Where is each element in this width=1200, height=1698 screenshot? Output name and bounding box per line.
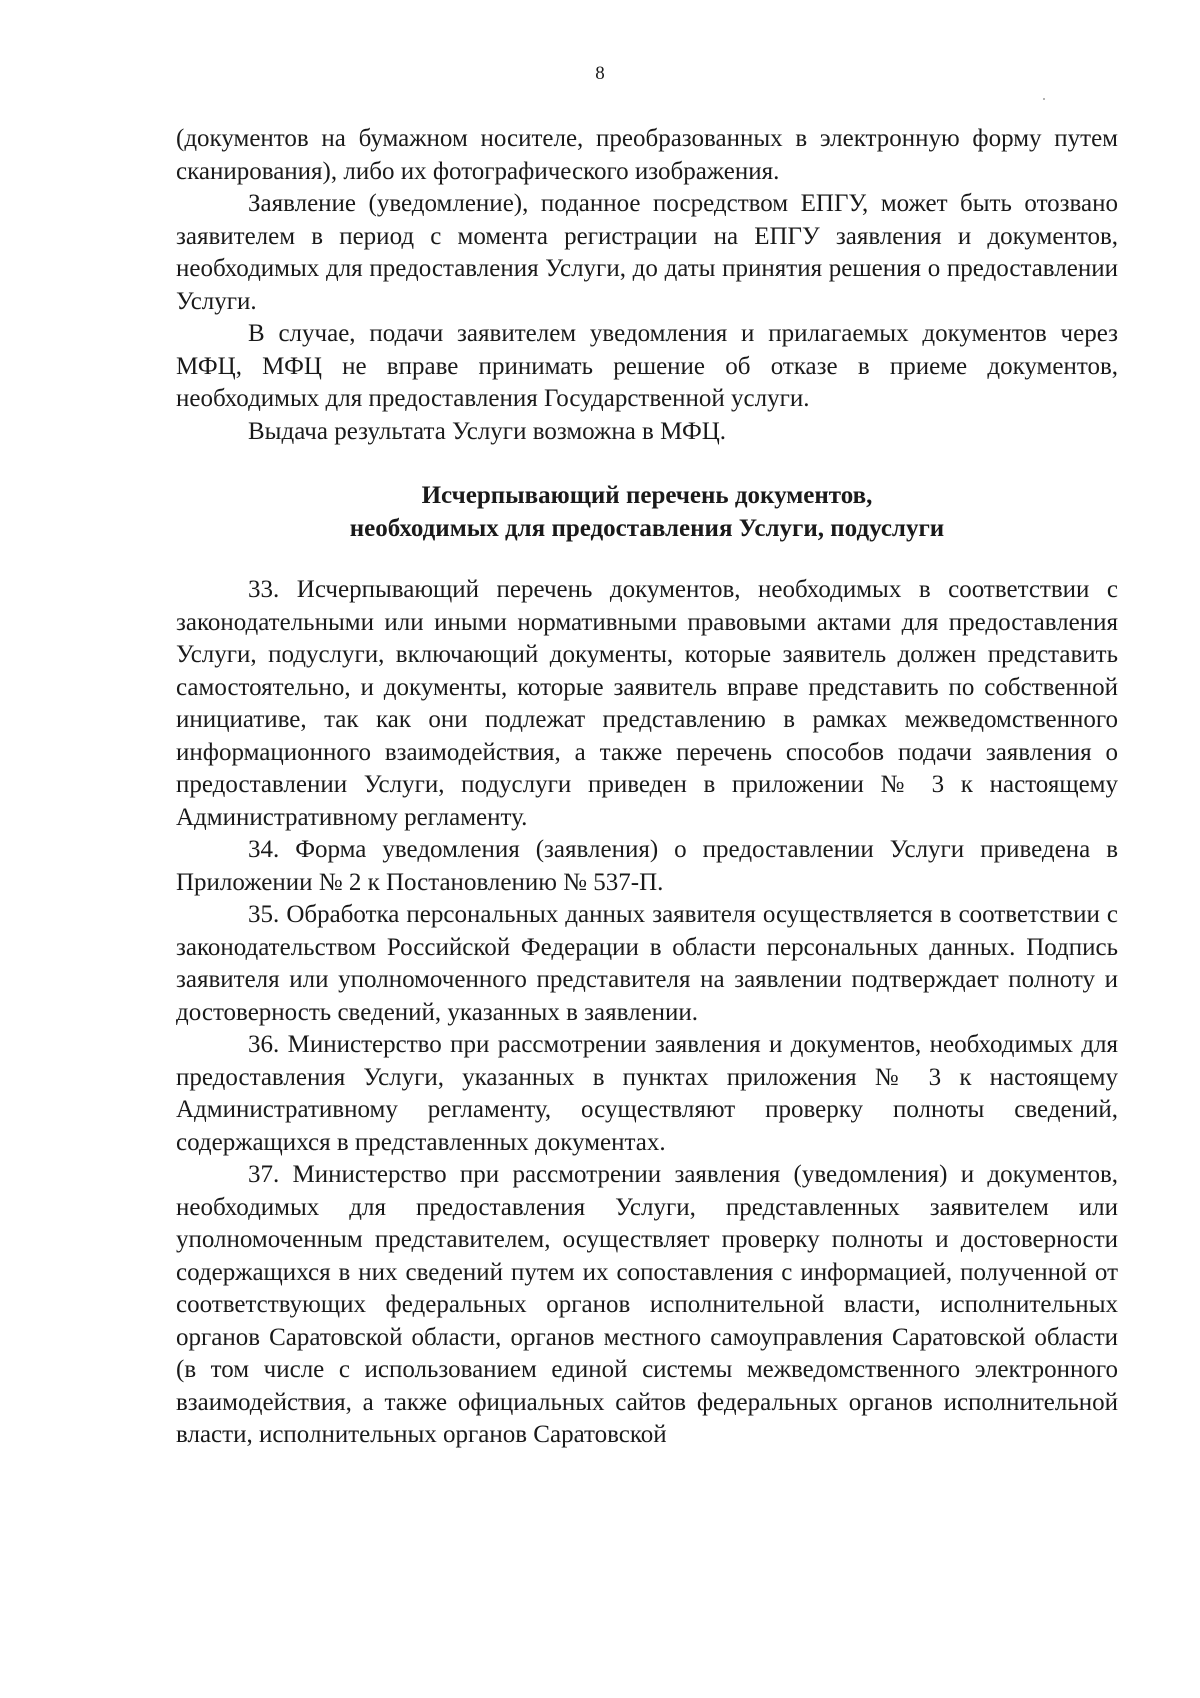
item-text: Форма уведомления (заявления) о предоставлении Услуги приведена в Приложении № 2 к Постановлению № 537-П. (176, 836, 1118, 896)
page-number: 8 (595, 63, 605, 84)
numbered-item-33 (176, 574, 1118, 834)
document-body (176, 123, 1118, 1452)
item-text: Обработка персональных данных заявителя осуществляется в соответствии с законодательством Российской Федерации в области персональных данных. Подпись заявителя или уполномоченного представителя на заявлении подтверждает полноту и достоверность сведений, указанных в заявлении. (176, 901, 1118, 1026)
paragraph-result-issuance: Выдача результата Услуги возможна в МФЦ. (248, 417, 727, 445)
item-number: 35. (248, 901, 280, 928)
paragraph-withdrawal: Заявление (уведомление), поданное посредством ЕПГУ, может быть отозвано заявителем в период с момента регистрации на ЕПГУ заявления и документов, необходимых для предоставления Услуги, до даты принятия решения о предоставлении Услуги. (176, 190, 1118, 315)
scan-speck (1043, 98, 1045, 100)
item-number: 37. (248, 1161, 280, 1188)
numbered-item-36 (176, 1029, 1118, 1159)
numbered-item-34 (176, 834, 1118, 899)
numbered-item-35 (176, 899, 1118, 1029)
item-text: Министерство при рассмотрении заявления и документов, необходимых для предоставления Услуги, указанных в пунктах приложения № 3 к настоящему Административному регламенту, осуществляют проверку полноты сведений, содержащихся в представленных документах. (176, 1031, 1118, 1156)
item-text: Исчерпывающий перечень документов, необходимых в соответствии с законодательными или иными нормативными правовыми актами для предоставления Услуги, подуслуги, включающий документы, которые заявитель должен представить самостоятельно, и документы, которые заявитель вправе представить по собственной инициативе, так как они подлежат представлению в рамках межведомственного информационного взаимодействия, а также перечень способов подачи заявления о предоставлении Услуги, подуслуги приведен в приложении № 3 к настоящему Административному регламенту. (176, 576, 1119, 831)
item-text: Министерство при рассмотрении заявления (уведомления) и документов, необходимых для предоставления Услуги, представленных заявителем или уполномоченным представителем, осуществляет проверку полноты и достоверности содержащихся в них сведений путем их сопоставления с информацией, полученной от соответствующих федеральных органов исполнительной власти, исполнительных органов Саратовской области, органов местного самоуправления Саратовской области (в том числе с использованием единой системы межведомственного электронного взаимодействия, а также официальных сайтов федеральных органов исполнительной власти, исполнительных органов Саратовской (176, 1161, 1118, 1448)
item-number: 36. (248, 1031, 280, 1058)
item-number: 33. (248, 576, 280, 603)
numbered-item-37 (176, 1159, 1118, 1452)
item-number: 34. (248, 836, 280, 863)
section-heading (176, 479, 1118, 545)
paragraph-continuation: (документов на бумажном носителе, преобразованных в электронную форму путем сканирования), либо их фотографического изображения. (176, 125, 1118, 185)
section-heading-line-1: Исчерпывающий перечень документов, (421, 482, 873, 509)
section-heading-line-2: необходимых для предоставления Услуги, подуслуги (349, 515, 945, 542)
paragraph-mfc-submission: В случае, подачи заявителем уведомления и прилагаемых документов через МФЦ, МФЦ не вправе принимать решение об отказе в приеме документов, необходимых для предоставления Государственной услуги. (176, 320, 1118, 412)
